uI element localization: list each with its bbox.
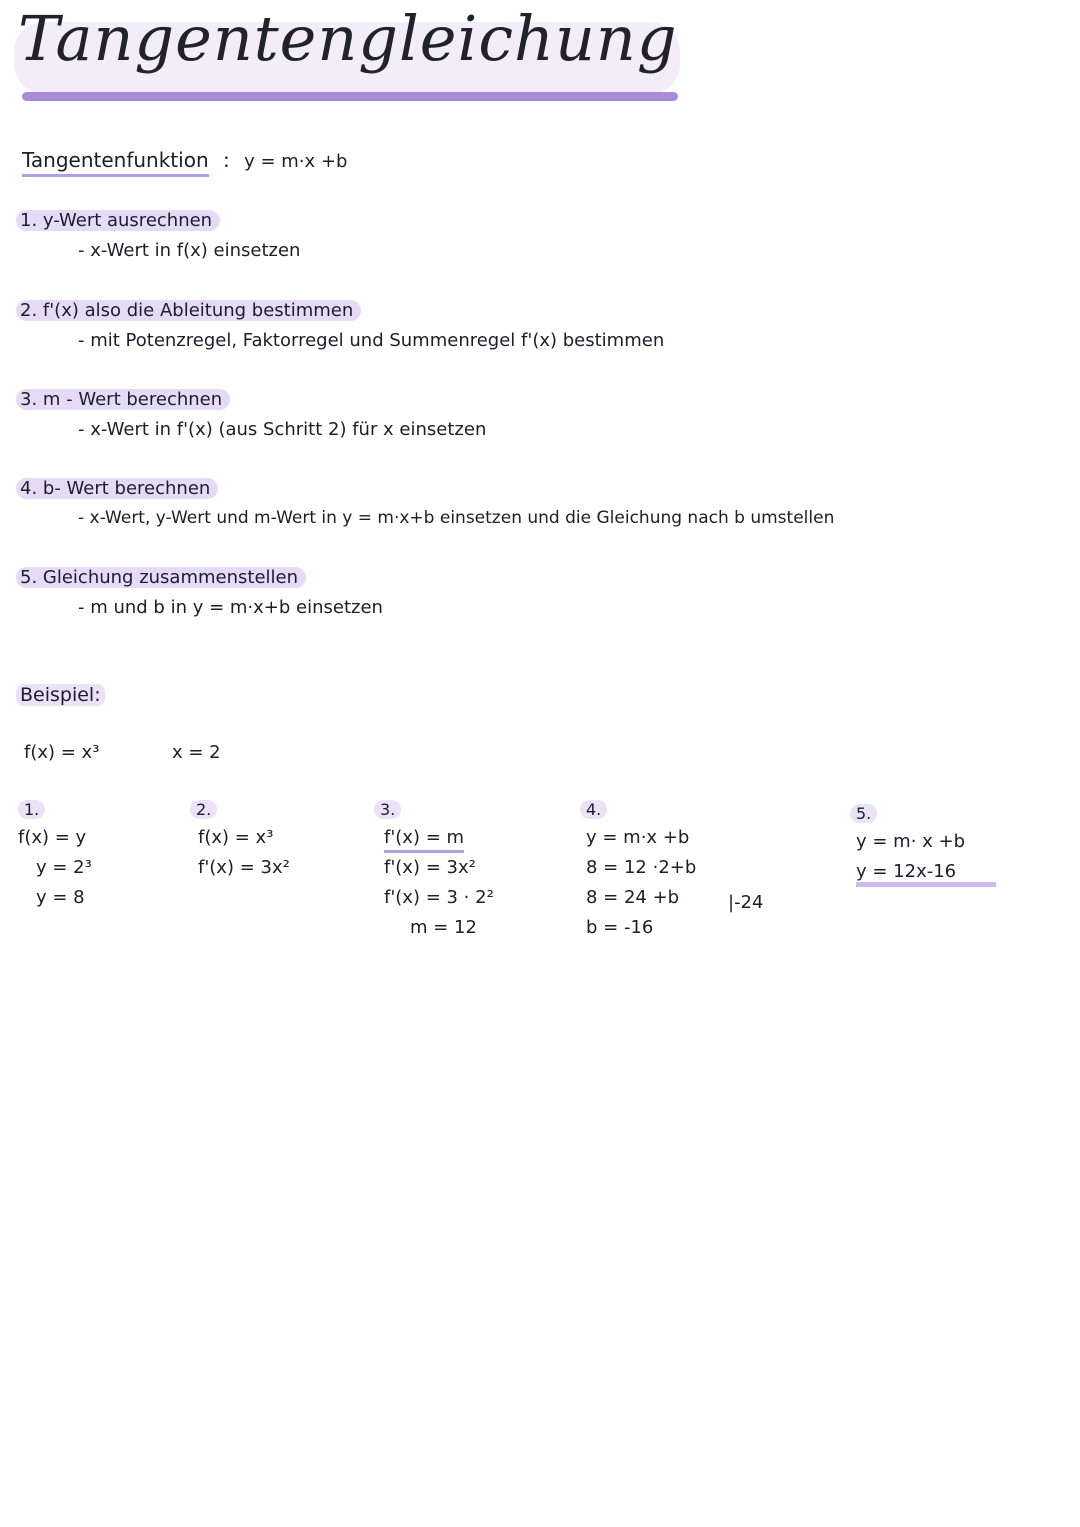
col-1-number: 1. — [18, 800, 45, 819]
col-4-line: 8 = 12 ·2+b — [586, 857, 697, 878]
col-4-note: |-24 — [728, 892, 764, 913]
col-3-number: 3. — [374, 800, 401, 819]
step-1-detail: - x-Wert in f(x) einsetzen — [78, 240, 301, 261]
col-1-line: f(x) = y — [18, 827, 87, 848]
step-2-heading: 2. f'(x) also die Ableitung bestimmen — [16, 300, 361, 321]
example-col-5 — [850, 804, 996, 887]
col-4-line: y = m·x +b — [586, 827, 690, 848]
example-x-value: x = 2 — [172, 742, 221, 763]
col-1-line: y = 8 — [36, 887, 85, 908]
step-4 — [16, 478, 218, 499]
step-3 — [16, 389, 230, 410]
example-col-3 — [374, 800, 494, 943]
step-5-heading: 5. Gleichung zusammenstellen — [16, 567, 306, 588]
col-3-line: f'(x) = m — [374, 823, 494, 853]
title-underline — [22, 92, 678, 101]
step-2-detail: - mit Potenzregel, Faktorregel und Summenregel f'(x) bestimmen — [78, 330, 665, 351]
col-2-number: 2. — [190, 800, 217, 819]
step-5-detail: - m und b in y = m·x+b einsetzen — [78, 597, 383, 618]
col-4-line: b = -16 — [586, 917, 654, 938]
tangent-function-label: Tangentenfunktion — [22, 148, 209, 177]
col-5-number: 5. — [850, 804, 877, 823]
step-4-detail: - x-Wert, y-Wert und m-Wert in y = m·x+b einsetzen und die Gleichung nach b umstellen — [78, 508, 835, 528]
col-3-line: f'(x) = 3x² — [384, 857, 476, 878]
step-2 — [16, 300, 361, 321]
page-title: Tangentengleichung — [18, 2, 678, 75]
example-col-1 — [18, 800, 92, 913]
step-5 — [16, 567, 306, 588]
col-2-line: f'(x) = 3x² — [198, 857, 290, 878]
step-1-heading: 1. y-Wert ausrechnen — [16, 210, 220, 231]
step-1 — [16, 210, 220, 231]
col-3-line: f'(x) = 3 · 2² — [384, 887, 494, 908]
col-1-line: y = 2³ — [36, 857, 92, 878]
tangent-function-formula: y = m·x +b — [244, 151, 348, 172]
tangent-function-row — [22, 148, 347, 172]
tangent-function-sep: : — [222, 148, 230, 172]
col-4-line: 8 = 24 +b — [586, 887, 680, 908]
col-3-line: m = 12 — [410, 917, 477, 938]
example-col-2 — [190, 800, 290, 883]
step-4-heading: 4. b- Wert berechnen — [16, 478, 218, 499]
col-5-line: y = 12x-16 — [850, 857, 996, 887]
example-function: f(x) = x³ — [24, 742, 100, 763]
example-col-4 — [580, 800, 696, 943]
example-label: Beispiel: — [16, 684, 105, 706]
step-3-heading: 3. m - Wert berechnen — [16, 389, 230, 410]
step-3-detail: - x-Wert in f'(x) (aus Schritt 2) für x einsetzen — [78, 419, 487, 440]
col-4-number: 4. — [580, 800, 607, 819]
col-5-line: y = m· x +b — [856, 831, 966, 852]
col-2-line: f(x) = x³ — [198, 827, 274, 848]
